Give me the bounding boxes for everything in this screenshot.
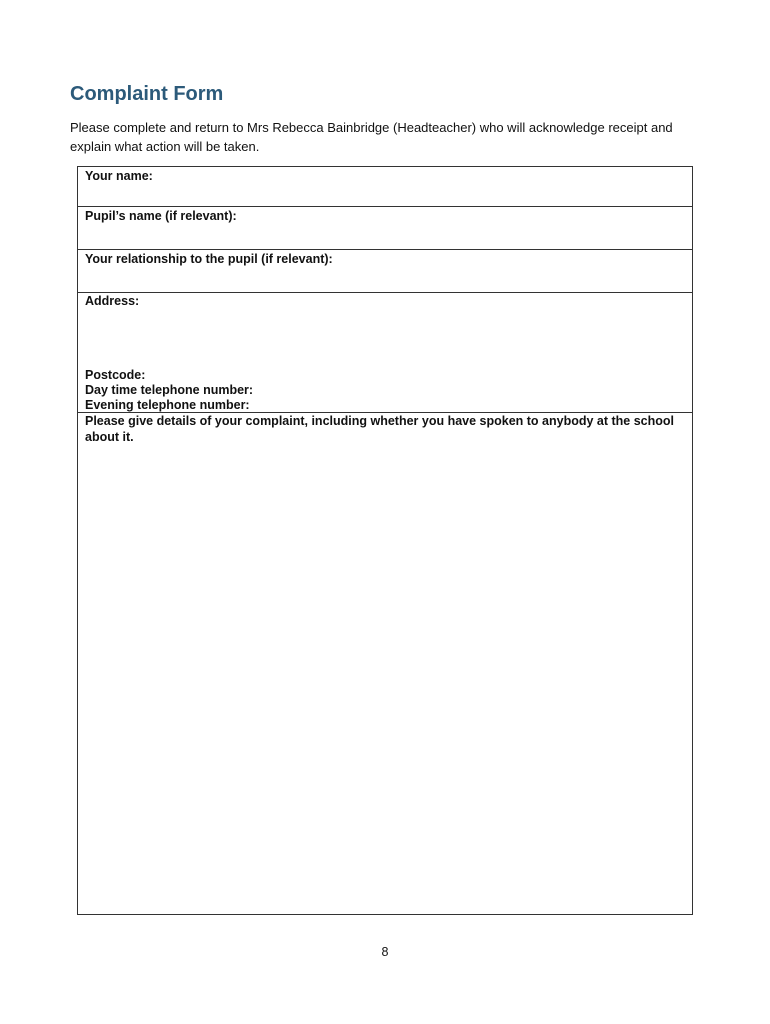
page-title: Complaint Form <box>70 83 224 105</box>
pupil-name-label: Pupil’s name (if relevant): <box>85 209 237 223</box>
complaint-details-row[interactable] <box>78 413 692 914</box>
relationship-label: Your relationship to the pupil (if relevant): <box>85 252 333 266</box>
complaint-details-label: Please give details of your complaint, including whether you have spoken to anybody at the school about it. <box>85 414 675 444</box>
daytime-phone-label: Day time telephone number: <box>85 383 254 397</box>
page-number: 8 <box>381 945 389 959</box>
complaint-form-table <box>77 166 693 915</box>
address-row[interactable] <box>78 293 692 413</box>
address-label: Address: <box>85 294 140 308</box>
postcode-label: Postcode: <box>85 368 146 382</box>
intro-text: Please complete and return to Mrs Rebecca Bainbridge (Headteacher) who will acknowledge receipt and explain what action will be taken. <box>70 120 673 154</box>
relationship-row[interactable] <box>78 250 692 293</box>
your-name-label: Your name: <box>85 169 153 183</box>
evening-phone-label: Evening telephone number: <box>85 398 250 412</box>
pupil-name-row[interactable] <box>78 207 692 250</box>
your-name-row[interactable] <box>78 167 692 207</box>
